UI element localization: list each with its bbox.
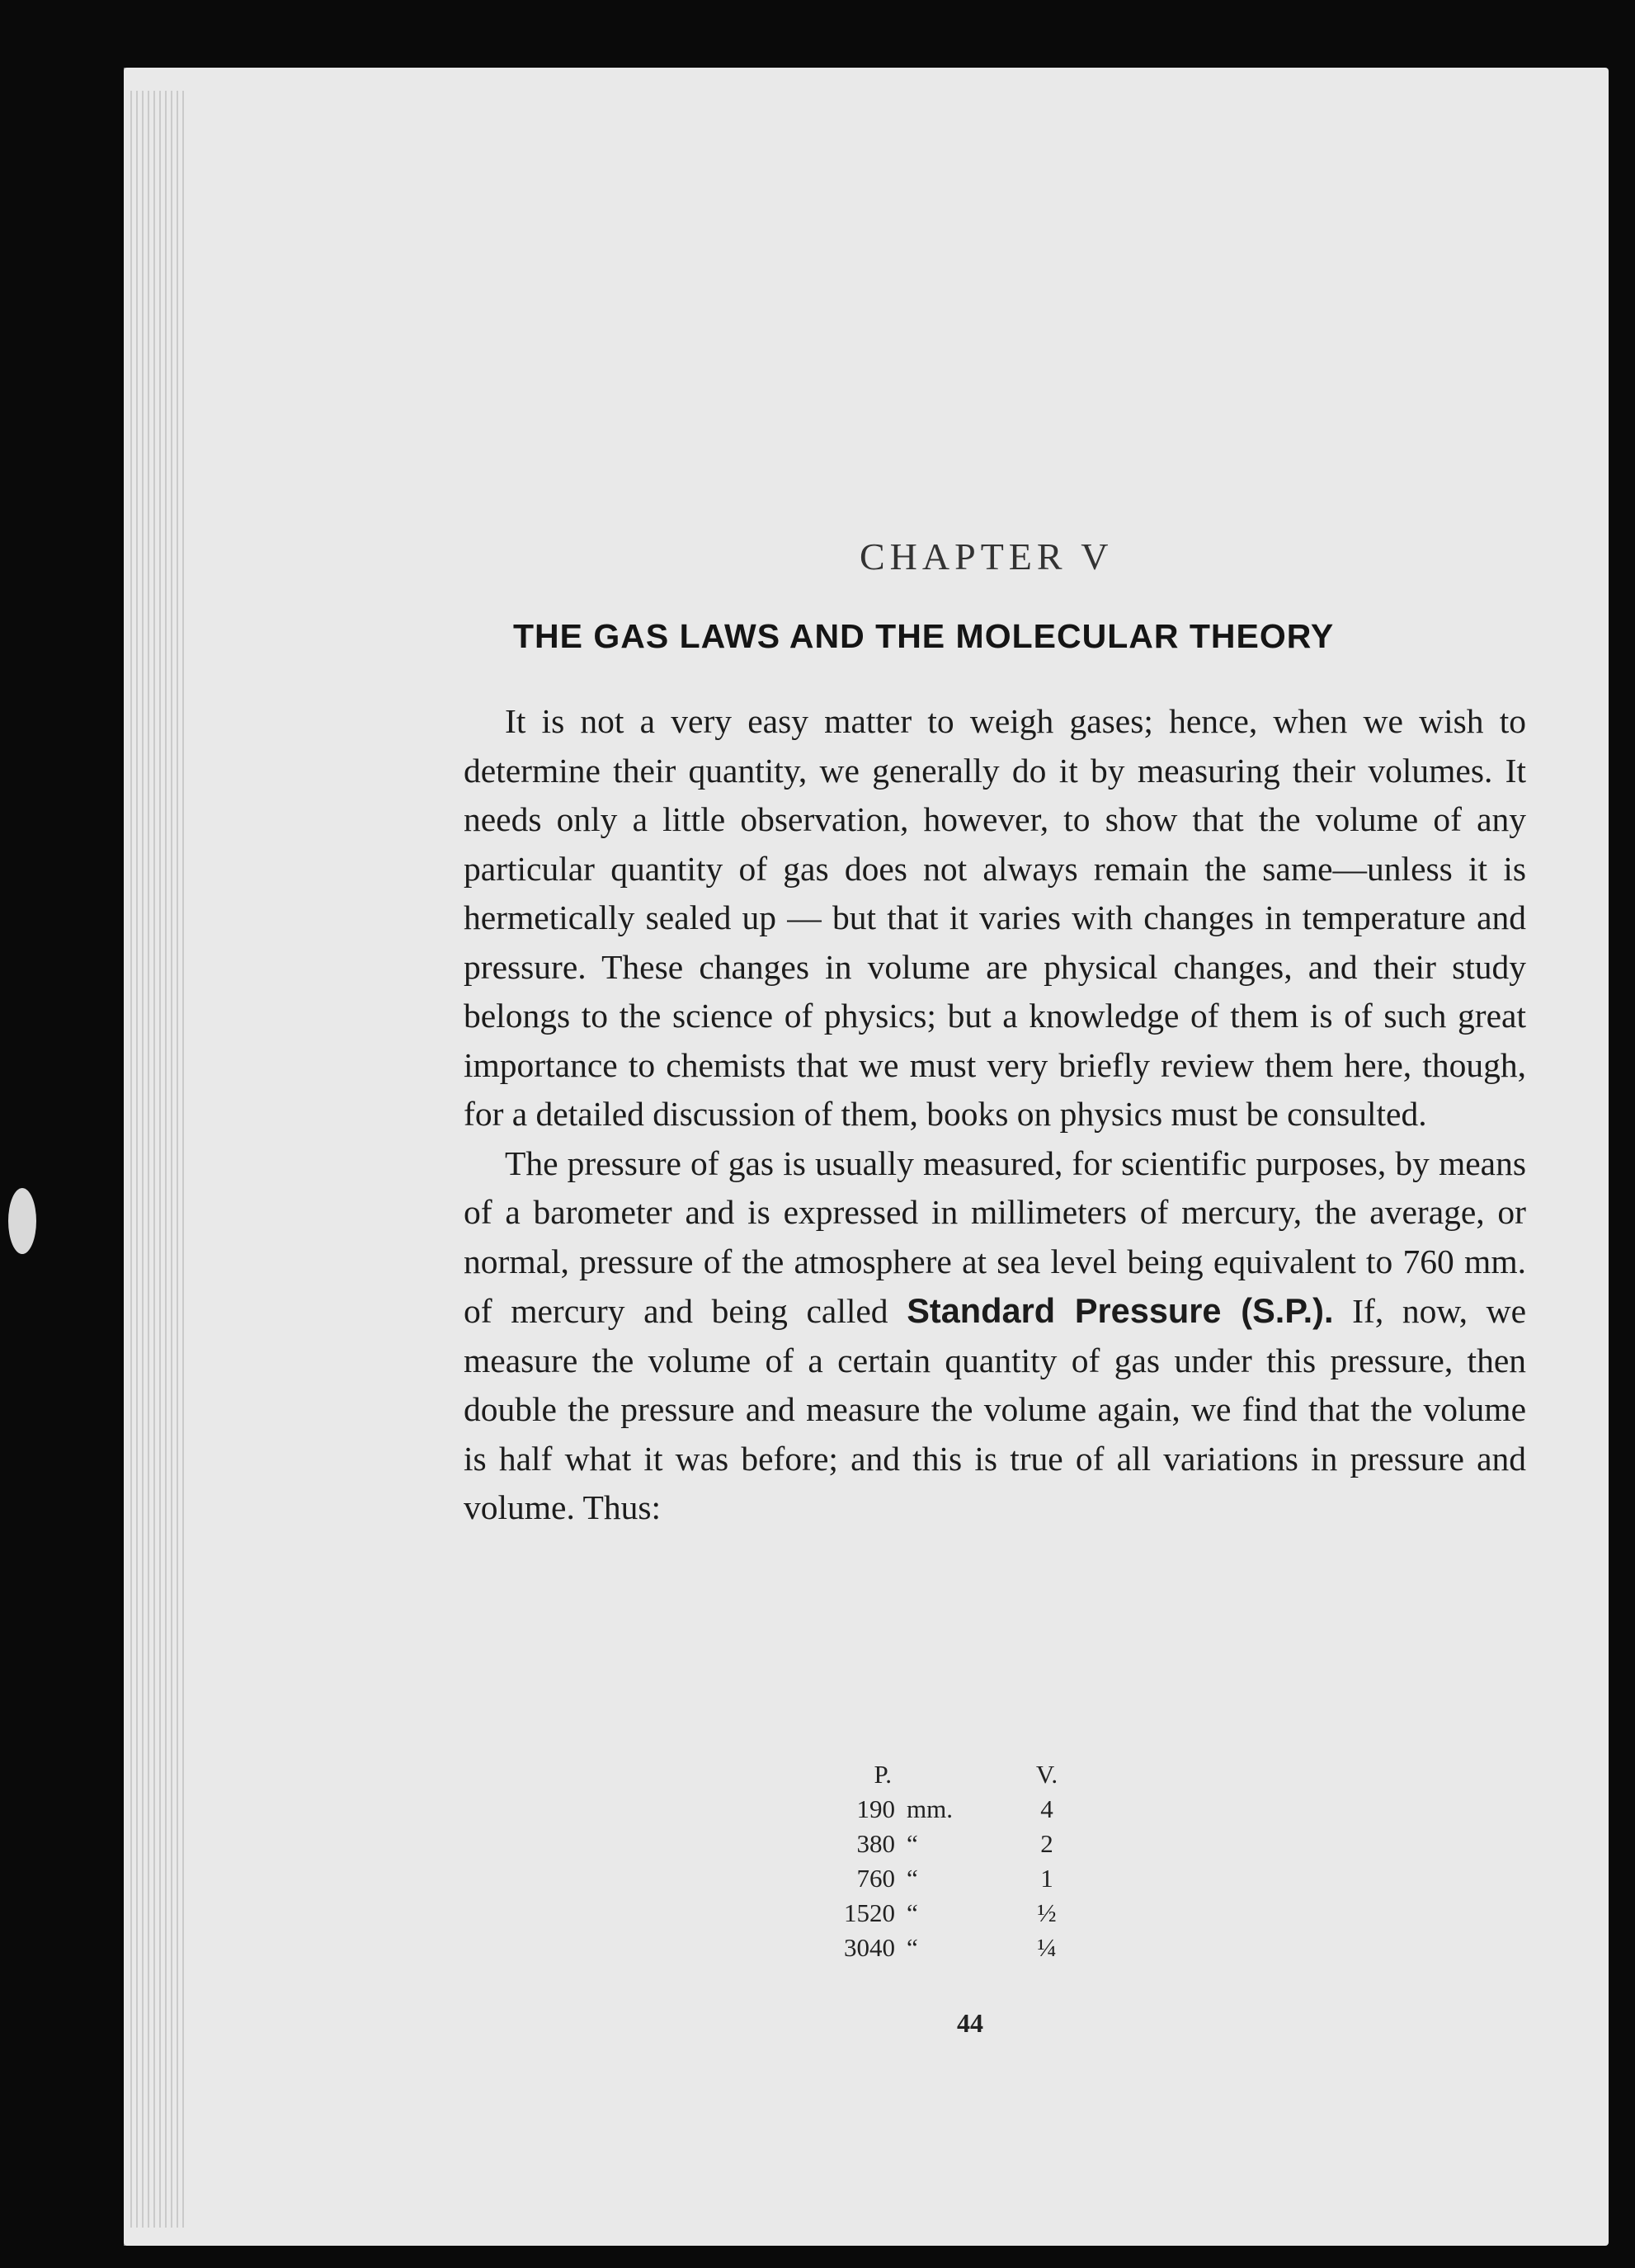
- standard-pressure-term: Standard Pressure (S.P.).: [907, 1291, 1334, 1330]
- volume-value: 2: [1040, 1829, 1053, 1858]
- pressure-value: 380: [856, 1829, 895, 1858]
- pressure-unit: “: [907, 1864, 918, 1893]
- pressure-value: 3040: [844, 1933, 895, 1962]
- scan-speck: [8, 1188, 36, 1254]
- chapter-number: CHAPTER V: [860, 535, 1114, 578]
- pressure-value: 760: [856, 1864, 895, 1893]
- volume-value: ¼: [1037, 1933, 1057, 1962]
- table-row: [813, 1792, 1105, 1827]
- pressure-unit: mm.: [907, 1794, 953, 1823]
- pressure-unit: “: [907, 1898, 918, 1927]
- body-text: [464, 697, 1526, 1533]
- paragraph-1: It is not a very easy matter to weigh gases; hence, when we wish to determine their quantity, we generally do it by measuring their volumes. It needs only a little observation, however, to show that the volume of any particular quantity of gas does not always remain the same—unless it is hermetically sealed up — but that it varies with changes in temperature and pressure. These changes in volume are physical changes, and their study belongs to the science of physics; but a knowledge of them is of such great importance to chemists that we must very briefly review them here, though, for a detailed discussion of them, books on physics must be consulted.: [464, 702, 1526, 1133]
- table-row: [813, 1827, 1105, 1861]
- volume-value: 4: [1040, 1794, 1053, 1823]
- page-stack-edges: [130, 91, 188, 2228]
- header-pressure: P.: [874, 1760, 892, 1789]
- pressure-unit: “: [907, 1829, 918, 1858]
- table-header-row: [813, 1757, 1105, 1792]
- pressure-unit: “: [907, 1933, 918, 1962]
- table-row: [813, 1931, 1105, 1965]
- table-row: [813, 1861, 1105, 1896]
- pressure-value: 1520: [844, 1898, 895, 1927]
- pressure-value: 190: [856, 1794, 895, 1823]
- header-volume: V.: [1035, 1760, 1058, 1789]
- volume-value: 1: [1040, 1864, 1053, 1893]
- chapter-title: THE GAS LAWS AND THE MOLECULAR THEORY: [513, 617, 1335, 655]
- volume-value: ½: [1037, 1898, 1057, 1927]
- table-row: [813, 1896, 1105, 1931]
- paragraph-2-text-a: The pressure of gas is usually measured, for scientific purposes, by means of a barometer and is expressed in millimeters of mercury, the average, or normal, pressure of the atmosphere at sea level being equivalent to 760 mm. of mercury and being called: [464, 1143, 1526, 1330]
- paragraph-2: [464, 1139, 1526, 1533]
- page-number: 44: [957, 2008, 983, 2038]
- paragraph-2-text-b: If, now, we measure the volume of a certain quantity of gas under this pressure, then double the pressure and measure the volume again, we find that the volume is half what it was before; and this is true of all variations in pressure and volume. Thus:: [464, 1292, 1527, 1526]
- pressure-volume-table: [813, 1757, 1105, 1965]
